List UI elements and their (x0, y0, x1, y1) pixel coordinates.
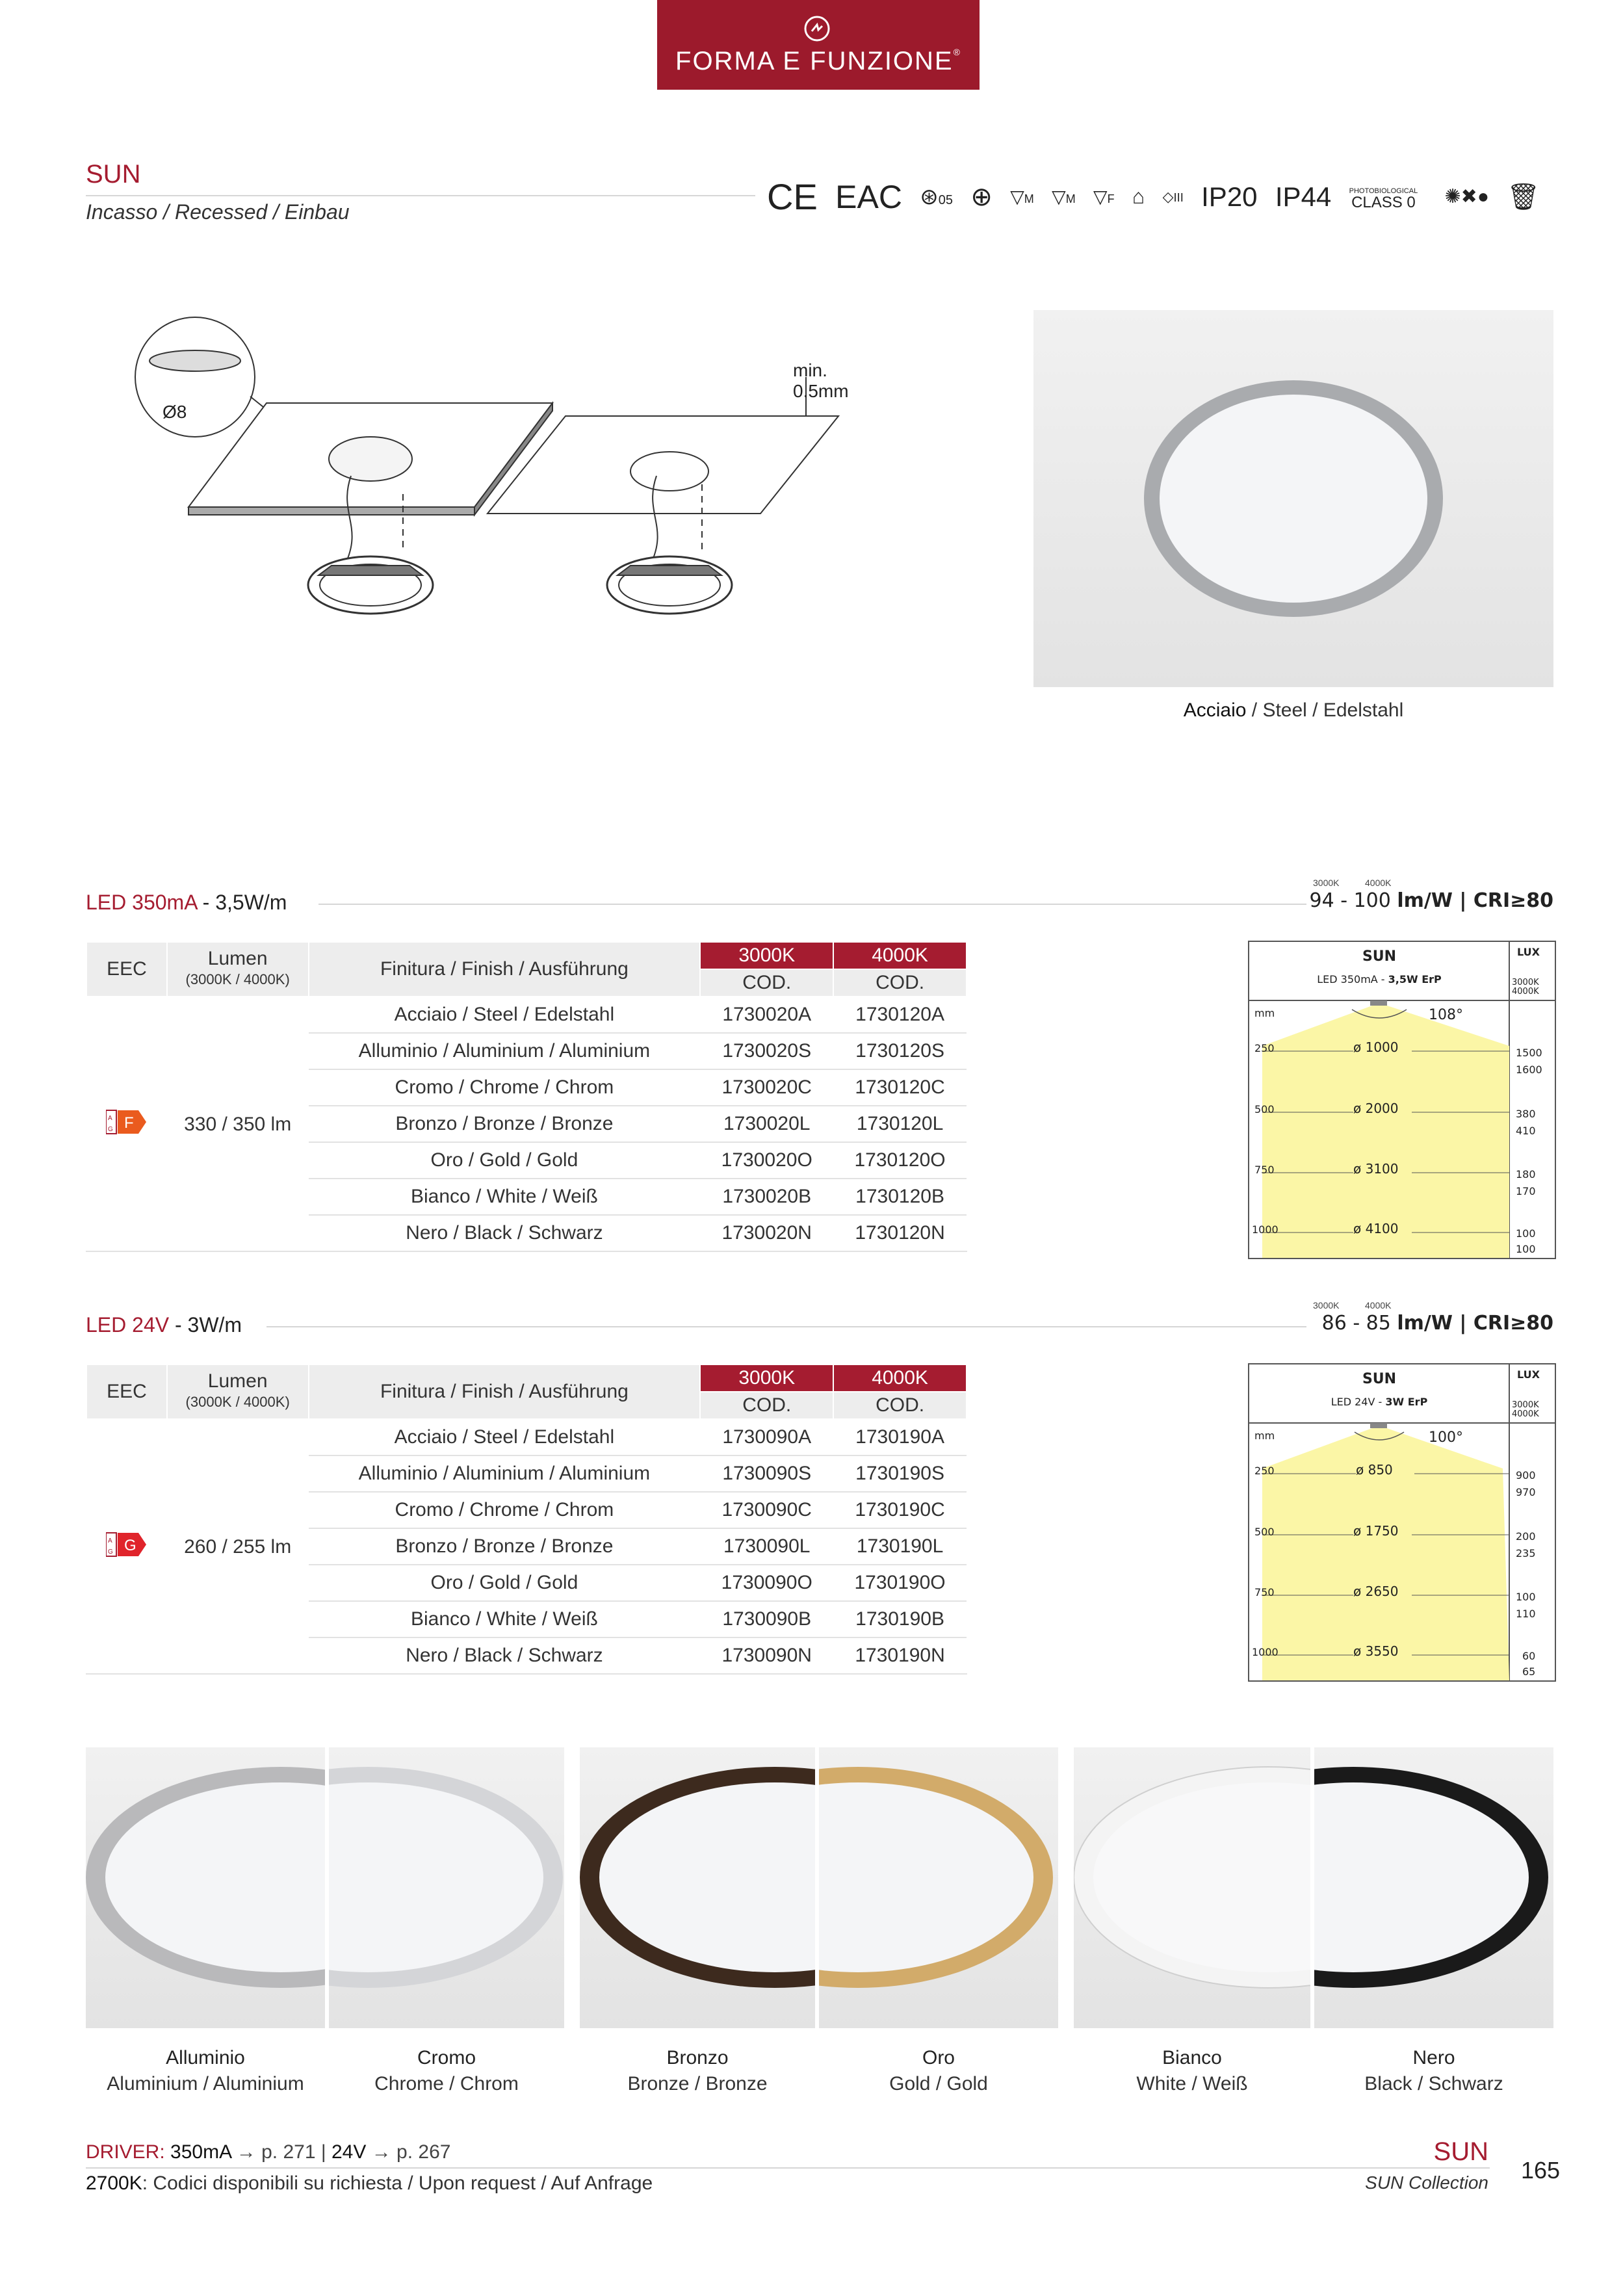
hole-diameter-label: Ø8 (162, 402, 187, 422)
footer-divider (86, 2167, 1490, 2169)
eec-class-cell (86, 997, 167, 1251)
finish-header: Finitura / Finish / Ausführung (309, 942, 701, 997)
code-3000k: 1730020S (700, 1033, 833, 1069)
finish-name: Cromo / Chrome / Chrom (309, 1492, 701, 1528)
main-product-photo (1033, 310, 1553, 687)
svg-text:A: A (107, 1114, 112, 1122)
svg-text:G: G (123, 1536, 136, 1554)
lumen-header: Lumen (3000K / 4000K) (167, 1364, 309, 1419)
brand-name: FORMA E FUNZIONE® (675, 47, 961, 75)
k3000-header: 3000K (700, 942, 833, 969)
code-3000k: 1730090A (700, 1419, 833, 1455)
no-halogen-icon: ✺✖● (1444, 186, 1489, 207)
min-thickness-label: min. 0.5mm (793, 360, 849, 401)
distance-label: 250 (1254, 1465, 1275, 1477)
photometric-diagram-350ma (1248, 941, 1556, 1259)
lumen-value: 260 / 255 lm (184, 1535, 292, 1558)
k4000-header: 4000K (833, 1364, 967, 1392)
finish-name: Oro / Gold / Gold (309, 1565, 701, 1601)
product-title: SUN (86, 160, 141, 189)
mm-label: mm (1254, 1007, 1275, 1019)
product-table-350ma (86, 941, 967, 1252)
header-divider (86, 195, 755, 196)
finish-caption-gold: Oro Gold / Gold (889, 2047, 988, 2094)
code-4000k: 1730120O (833, 1142, 967, 1179)
code-3000k: 1730090L (700, 1528, 833, 1565)
finish-caption-white: Bianco White / Weiß (1136, 2047, 1248, 2094)
lux-header: LUX (1517, 946, 1540, 958)
code-4000k: 1730190A (833, 1419, 967, 1455)
code-3000k: 1730090O (700, 1565, 833, 1601)
finish-name: Cromo / Chrome / Chrom (309, 1069, 701, 1106)
spot-diameter: ø 2650 (1353, 1584, 1412, 1599)
table-row (86, 1419, 967, 1455)
eec-header: EEC (86, 942, 167, 997)
code-4000k: 1730120A (833, 997, 967, 1033)
code-3000k: 1730020N (700, 1215, 833, 1251)
spot-diameter: ø 1750 (1353, 1523, 1412, 1539)
section-350ma-divider (318, 904, 1306, 905)
luminaire-icon (1370, 1000, 1387, 1006)
installation-diagram (123, 306, 877, 644)
certification-marks (767, 176, 1553, 221)
energy-label-icon (106, 1532, 148, 1563)
spot-diameter: ø 2000 (1353, 1101, 1412, 1116)
distance-label: 500 (1254, 1103, 1275, 1115)
finish-name: Bianco / White / Weiß (309, 1179, 701, 1215)
weee-bin-icon: 🗑 (1507, 183, 1540, 211)
ce-mark: CE (767, 176, 818, 217)
finish-name: Acciaio / Steel / Edelstahl (309, 1419, 701, 1455)
spot-diameter: ø 3100 (1353, 1161, 1412, 1177)
driver-24v-ref: → p. 267 (366, 2141, 451, 2163)
code-4000k: 1730120S (833, 1033, 967, 1069)
cod-header: COD. (833, 969, 967, 997)
finish-name: Alluminio / Aluminium / Aluminium (309, 1455, 701, 1492)
finish-caption-chrome: Cromo Chrome / Chrom (374, 2047, 519, 2094)
k2700-note: 2700K: Codici disponibili su richiesta / Upon request / Auf Anfrage (86, 2172, 653, 2194)
footer-collection: SUN Collection (1365, 2172, 1488, 2193)
lux-values: 900 970 (1516, 1469, 1536, 1498)
code-4000k: 1730190B (833, 1601, 967, 1637)
lux-kelvin-labels: 3000K 4000K (1512, 1400, 1539, 1419)
m-mark-1: ▽M (1010, 187, 1034, 207)
code-4000k: 1730190L (833, 1528, 967, 1565)
spot-diameter: ø 4100 (1353, 1221, 1412, 1236)
code-3000k: 1730020O (700, 1142, 833, 1179)
finish-name: Nero / Black / Schwarz (309, 1215, 701, 1251)
cod-header: COD. (700, 969, 833, 997)
k3000-header: 3000K (700, 1364, 833, 1392)
f-mark: ▽F (1093, 187, 1115, 207)
eac-mark: EAC (835, 178, 902, 215)
code-4000k: 1730190O (833, 1565, 967, 1601)
distance-label: 750 (1254, 1164, 1275, 1176)
finish-name: Acciaio / Steel / Edelstahl (309, 997, 701, 1033)
diagram-title: SUN (1362, 948, 1397, 965)
finish-name: Bronzo / Bronze / Bronze (309, 1528, 701, 1565)
svg-text:G: G (107, 1548, 113, 1556)
luminaire-icon (1370, 1423, 1387, 1428)
finish-photo-bronze (580, 1747, 815, 2028)
driver-reference: DRIVER: 350mA → p. 271 | 24V → p. 267 (86, 2141, 451, 2163)
finish-caption-aluminium: Alluminio Aluminium / Aluminium (107, 2047, 304, 2094)
section-24v-title: LED 24V - 3W/m (86, 1313, 242, 1337)
code-3000k: 1730020B (700, 1179, 833, 1215)
diagram-subtitle: LED 24V - 3W ErP (1331, 1396, 1428, 1408)
main-photo-caption: Acciaio / Steel / Edelstahl (1183, 699, 1404, 721)
finish-photo-black (1314, 1747, 1553, 2028)
ip44-mark: IP44 (1275, 181, 1332, 212)
distance-label: 250 (1254, 1042, 1275, 1054)
finish-caption-bronze: Bronzo Bronze / Bronze (627, 2047, 768, 2094)
svg-text:A: A (107, 1537, 112, 1545)
finish-photo-chrome (329, 1747, 564, 2028)
finish-header: Finitura / Finish / Ausführung (309, 1364, 701, 1419)
code-3000k: 1730090S (700, 1455, 833, 1492)
diagram-subtitle: LED 350mA - 3,5W ErP (1317, 973, 1442, 985)
lux-header: LUX (1517, 1368, 1540, 1381)
lux-values: 100 100 (1516, 1227, 1536, 1255)
code-4000k: 1730120L (833, 1106, 967, 1142)
finish-caption-black: Nero Black / Schwarz (1364, 2047, 1503, 2094)
finish-name: Oro / Gold / Gold (309, 1142, 701, 1179)
spot-diameter: ø 3550 (1353, 1643, 1412, 1659)
lux-values: 380 410 (1516, 1108, 1536, 1137)
lux-kelvin-labels: 3000K 4000K (1512, 978, 1539, 997)
code-4000k: 1730120B (833, 1179, 967, 1215)
cod-header: COD. (700, 1392, 833, 1419)
brand-symbol-icon (803, 14, 831, 43)
lux-values: 100 110 (1516, 1591, 1536, 1620)
thermal-icon: ⌂ (1132, 185, 1145, 208)
code-4000k: 1730190N (833, 1637, 967, 1674)
table-row (86, 997, 967, 1033)
code-3000k: 1730020A (700, 997, 833, 1033)
class-iii-mark: ◇III (1162, 188, 1184, 205)
lux-values: 60 65 (1522, 1650, 1536, 1678)
product-subtitle: Incasso / Recessed / Einbau (86, 200, 350, 224)
k4000-header: 4000K (833, 942, 967, 969)
lux-values: 180 170 (1516, 1168, 1536, 1197)
beam-angle: 108° (1429, 1007, 1463, 1023)
code-3000k: 1730090N (700, 1637, 833, 1674)
finish-photo-aluminium (86, 1747, 325, 2028)
spot-diameter: ø 850 (1356, 1462, 1414, 1478)
code-3000k: 1730020L (700, 1106, 833, 1142)
code-3000k: 1730090B (700, 1601, 833, 1637)
finish-name: Bronzo / Bronze / Bronze (309, 1106, 701, 1142)
eec-header: EEC (86, 1364, 167, 1419)
lumen-value: 330 / 350 lm (184, 1113, 292, 1135)
photobiological-mark: PHOTOBIOLOGICAL CLASS 0 (1349, 187, 1418, 211)
enec-mark: ⊛05 (920, 184, 954, 209)
etl-icon: ⊕ (970, 182, 993, 211)
finish-name: Alluminio / Aluminium / Aluminium (309, 1033, 701, 1069)
code-3000k: 1730020C (700, 1069, 833, 1106)
finish-photo-gold (819, 1747, 1058, 2028)
finish-name: Nero / Black / Schwarz (309, 1637, 701, 1674)
svg-text:F: F (123, 1114, 134, 1132)
code-4000k: 1730190S (833, 1455, 967, 1492)
diagram-title: SUN (1362, 1371, 1397, 1387)
lumen-header: Lumen (3000K / 4000K) (167, 942, 309, 997)
page-number: 165 (1521, 2157, 1561, 2184)
code-3000k: 1730090C (700, 1492, 833, 1528)
table-bottom-line (86, 1673, 967, 1675)
table-bottom-line (86, 1251, 967, 1252)
section-24v-divider (266, 1326, 1306, 1327)
code-4000k: 1730120N (833, 1215, 967, 1251)
svg-text:G: G (107, 1125, 113, 1133)
code-4000k: 1730120C (833, 1069, 967, 1106)
distance-label: 500 (1254, 1526, 1275, 1538)
mm-label: mm (1254, 1429, 1275, 1442)
code-4000k: 1730190C (833, 1492, 967, 1528)
finish-photo-white (1074, 1747, 1310, 2028)
distance-label: 1000 (1252, 1646, 1279, 1658)
brand-logo (657, 0, 980, 90)
finish-name: Bianco / White / Weiß (309, 1601, 701, 1637)
product-table-24v (86, 1364, 967, 1675)
m-mark-2: ▽M (1052, 187, 1076, 207)
energy-label-icon (106, 1109, 148, 1140)
beam-angle: 100° (1429, 1429, 1463, 1446)
lux-values: 1500 1600 (1516, 1047, 1542, 1076)
footer-product-name: SUN (1433, 2137, 1488, 2166)
distance-label: 1000 (1252, 1223, 1279, 1236)
section-350ma-title: LED 350mA - 3,5W/m (86, 891, 287, 914)
lux-values: 200 235 (1516, 1530, 1536, 1559)
cod-header: COD. (833, 1392, 967, 1419)
spot-diameter: ø 1000 (1353, 1039, 1412, 1055)
ip20-mark: IP20 (1201, 181, 1258, 212)
photometric-diagram-24v (1248, 1363, 1556, 1682)
distance-label: 750 (1254, 1586, 1275, 1598)
eec-class-cell (86, 1419, 167, 1674)
